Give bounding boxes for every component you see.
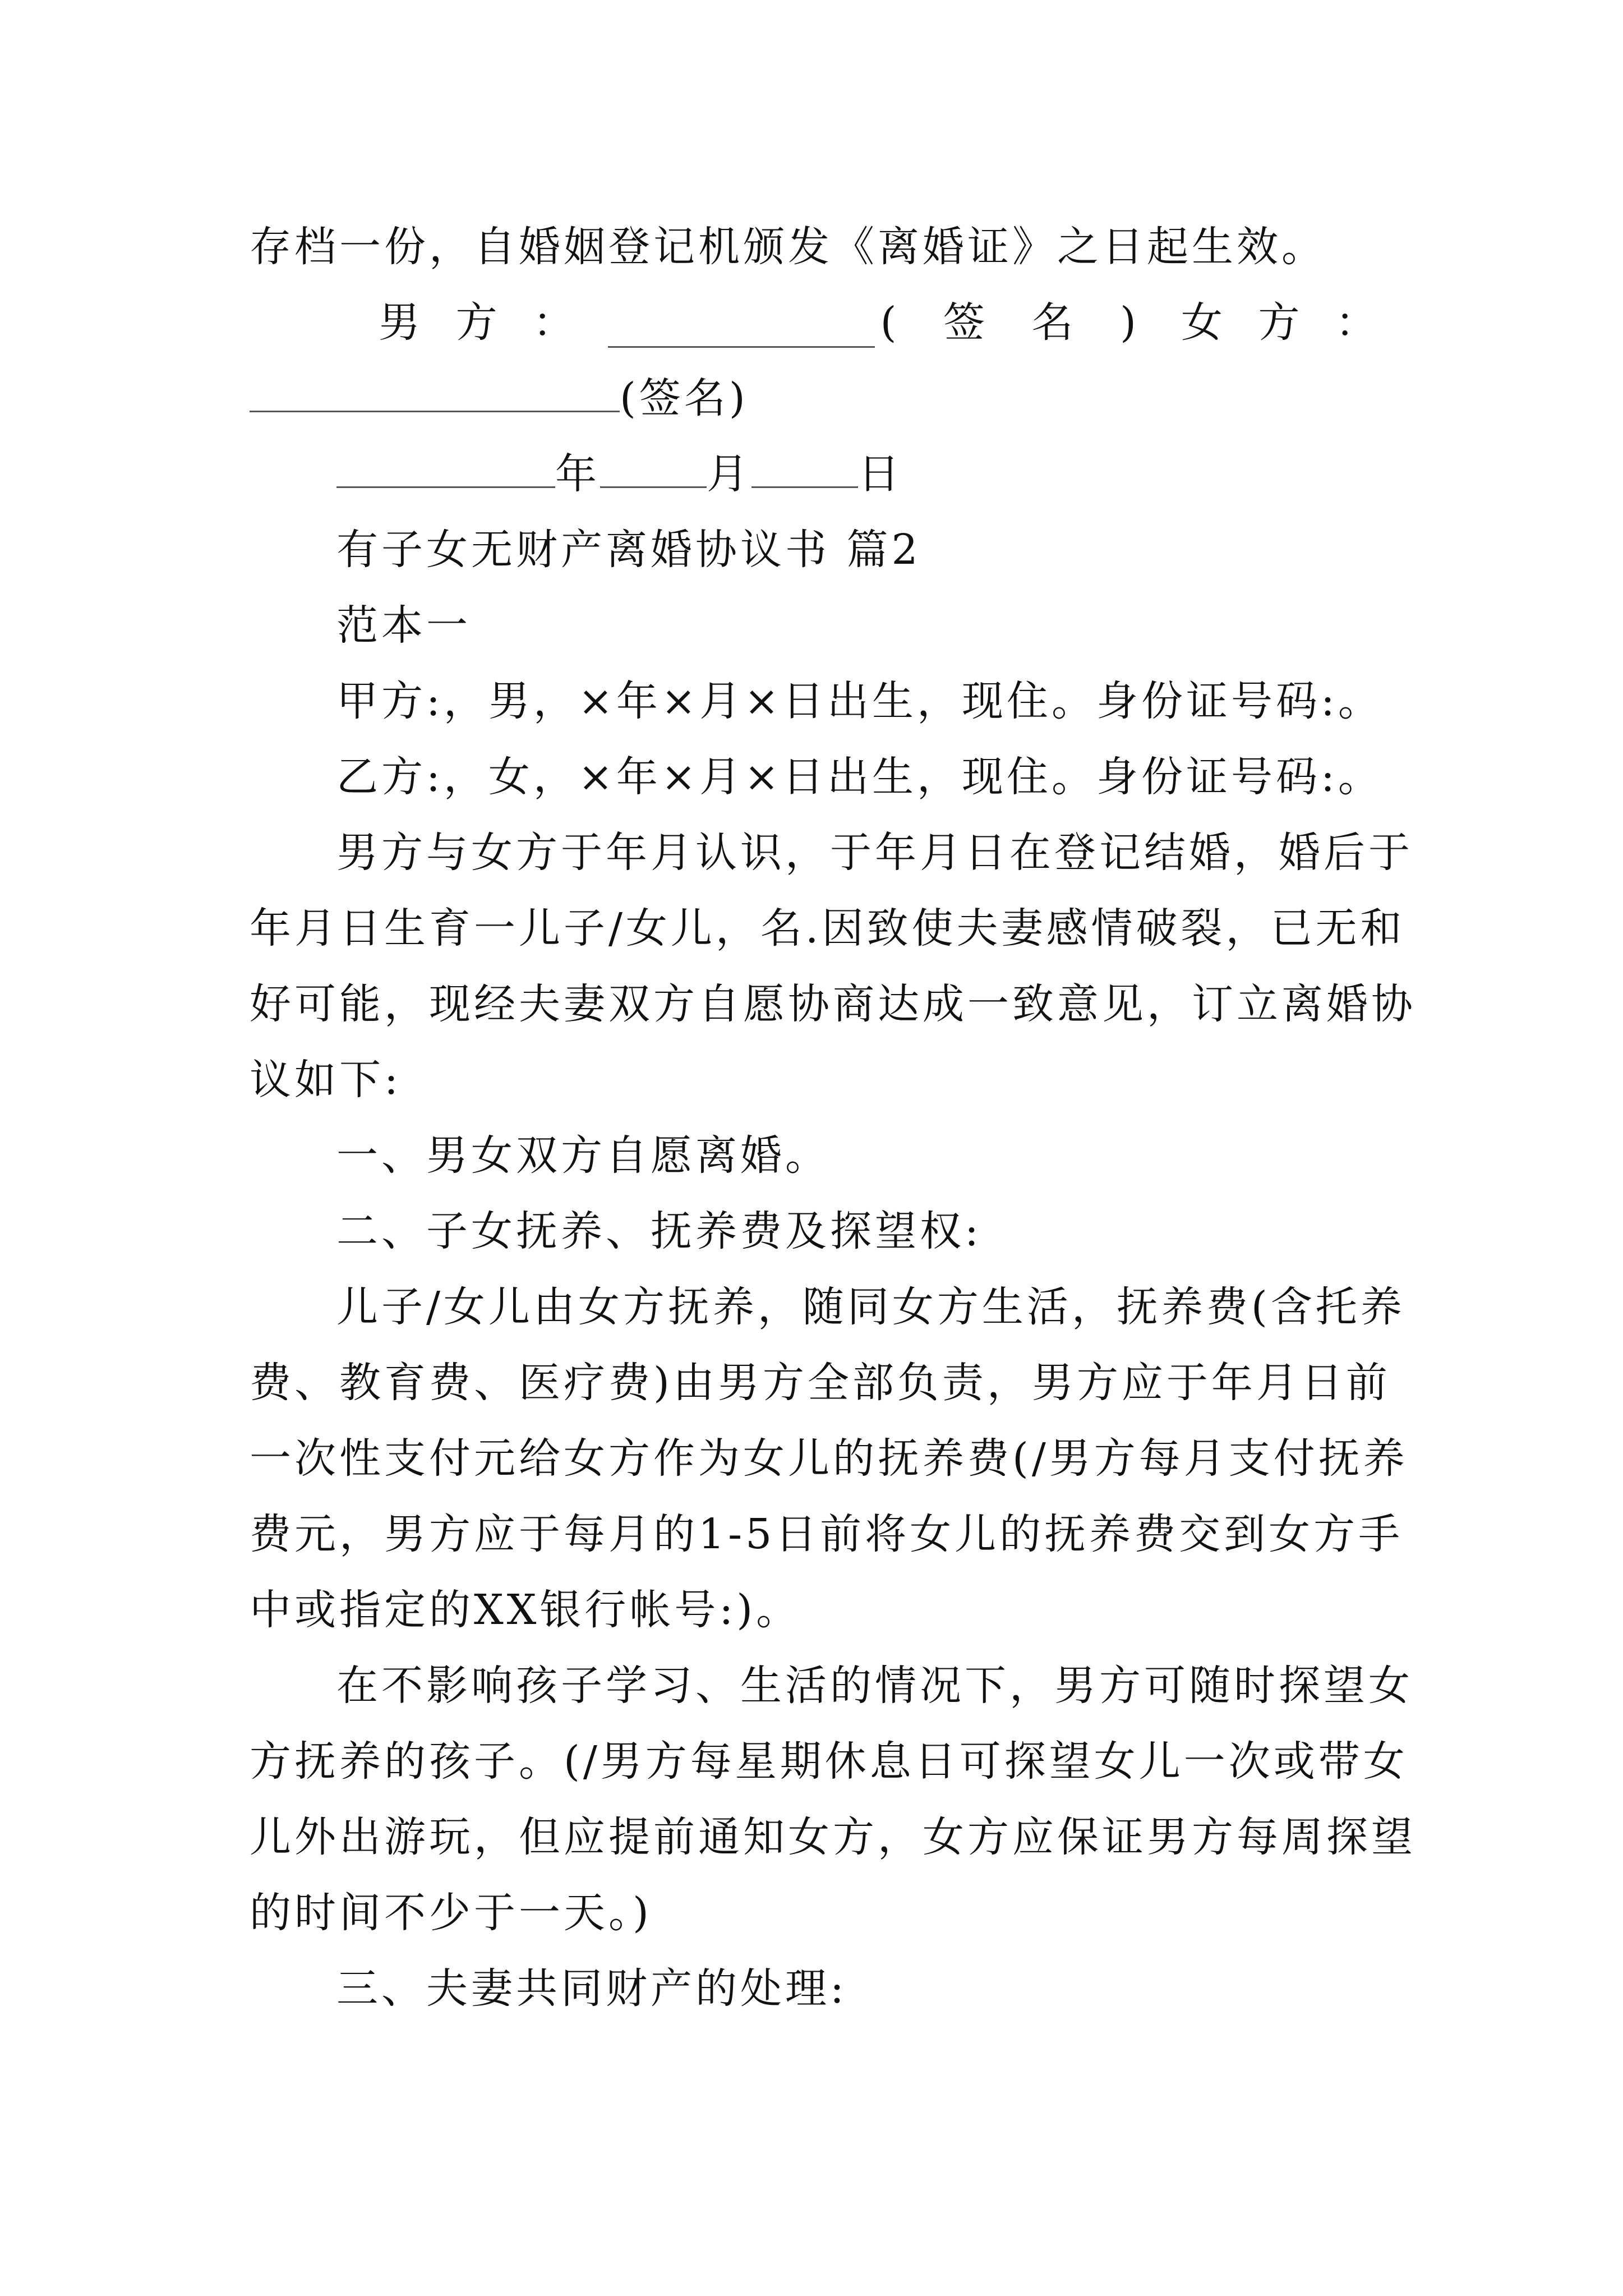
paragraph-line: 议如下: (250, 1056, 402, 1104)
female-label: 女 方 ： (1181, 298, 1388, 347)
clause-3: 三、夫妻共同财产的处理: (336, 1964, 847, 2013)
paragraph-line: 的时间不少于一天。) (250, 1889, 652, 1937)
paragraph-line: 儿外出游玩，但应提前通知女方，女方应保证男方每周探望 (250, 1813, 1416, 1861)
paragraph-line: 男方与女方于年月认识，于年月日在登记结婚，婚后于 (336, 829, 1413, 877)
male-label: 男 方 ： (379, 298, 586, 347)
male-signature-blank[interactable] (608, 312, 875, 348)
signature-row (250, 297, 1388, 348)
clause-2: 二、子女抚养、抚养费及探望权: (336, 1207, 982, 1255)
male-sign-note: ( 签 名 ) (880, 298, 1153, 347)
month-blank[interactable] (600, 453, 707, 488)
day-label: 日 (858, 450, 903, 498)
party-a: 甲方:，男，×年×月×日出生，现住。身份证号码:。 (336, 677, 1383, 725)
paragraph-line: 中或指定的XX银行帐号:)。 (250, 1586, 801, 1634)
paragraph-line: 儿子/女儿由女方抚养，随同女方生活，抚养费(含托养 (336, 1283, 1405, 1331)
year-label: 年 (555, 450, 600, 498)
clause-1: 一、男女双方自愿离婚。 (336, 1131, 830, 1180)
party-b: 乙方:，女，×年×月×日出生，现住。身份证号码:。 (336, 753, 1383, 801)
female-sign-note: (签名) (620, 374, 749, 422)
paragraph-line: 一次性支付元给女方作为女儿的抚养费(/男方每月支付抚养 (250, 1434, 1408, 1483)
day-blank[interactable] (751, 453, 858, 488)
section-title: 有子女无财产离婚协议书 篇2 (336, 526, 921, 574)
paragraph-line: 费元，男方应于每月的1-5日前将女儿的抚养费交到女方手 (250, 1510, 1404, 1558)
female-signature-blank[interactable] (250, 377, 620, 412)
female-signature-line (250, 373, 1388, 424)
paragraph-line: 费、教育费、医疗费)由男方全部负责，男方应于年月日前 (250, 1359, 1391, 1407)
paragraph-line: 年月日生育一儿子/女儿，名.因致使夫妻感情破裂，已无和 (250, 904, 1405, 953)
paragraph-line: 方抚养的孩子。(/男方每星期休息日可探望女儿一次或带女 (250, 1737, 1408, 1786)
date-line (336, 449, 1402, 499)
paragraph-line: 在不影响孩子学习、生活的情况下，男方可随时探望女 (336, 1662, 1413, 1710)
year-blank[interactable] (336, 453, 555, 488)
template-label: 范本一 (336, 601, 471, 650)
text-line: 存档一份，自婚姻登记机颁发《离婚证》之日起生效。 (250, 223, 1326, 271)
month-label: 月 (707, 450, 751, 498)
paragraph-line: 好可能，现经夫妻双方自愿协商达成一致意见，订立离婚协 (250, 980, 1416, 1028)
